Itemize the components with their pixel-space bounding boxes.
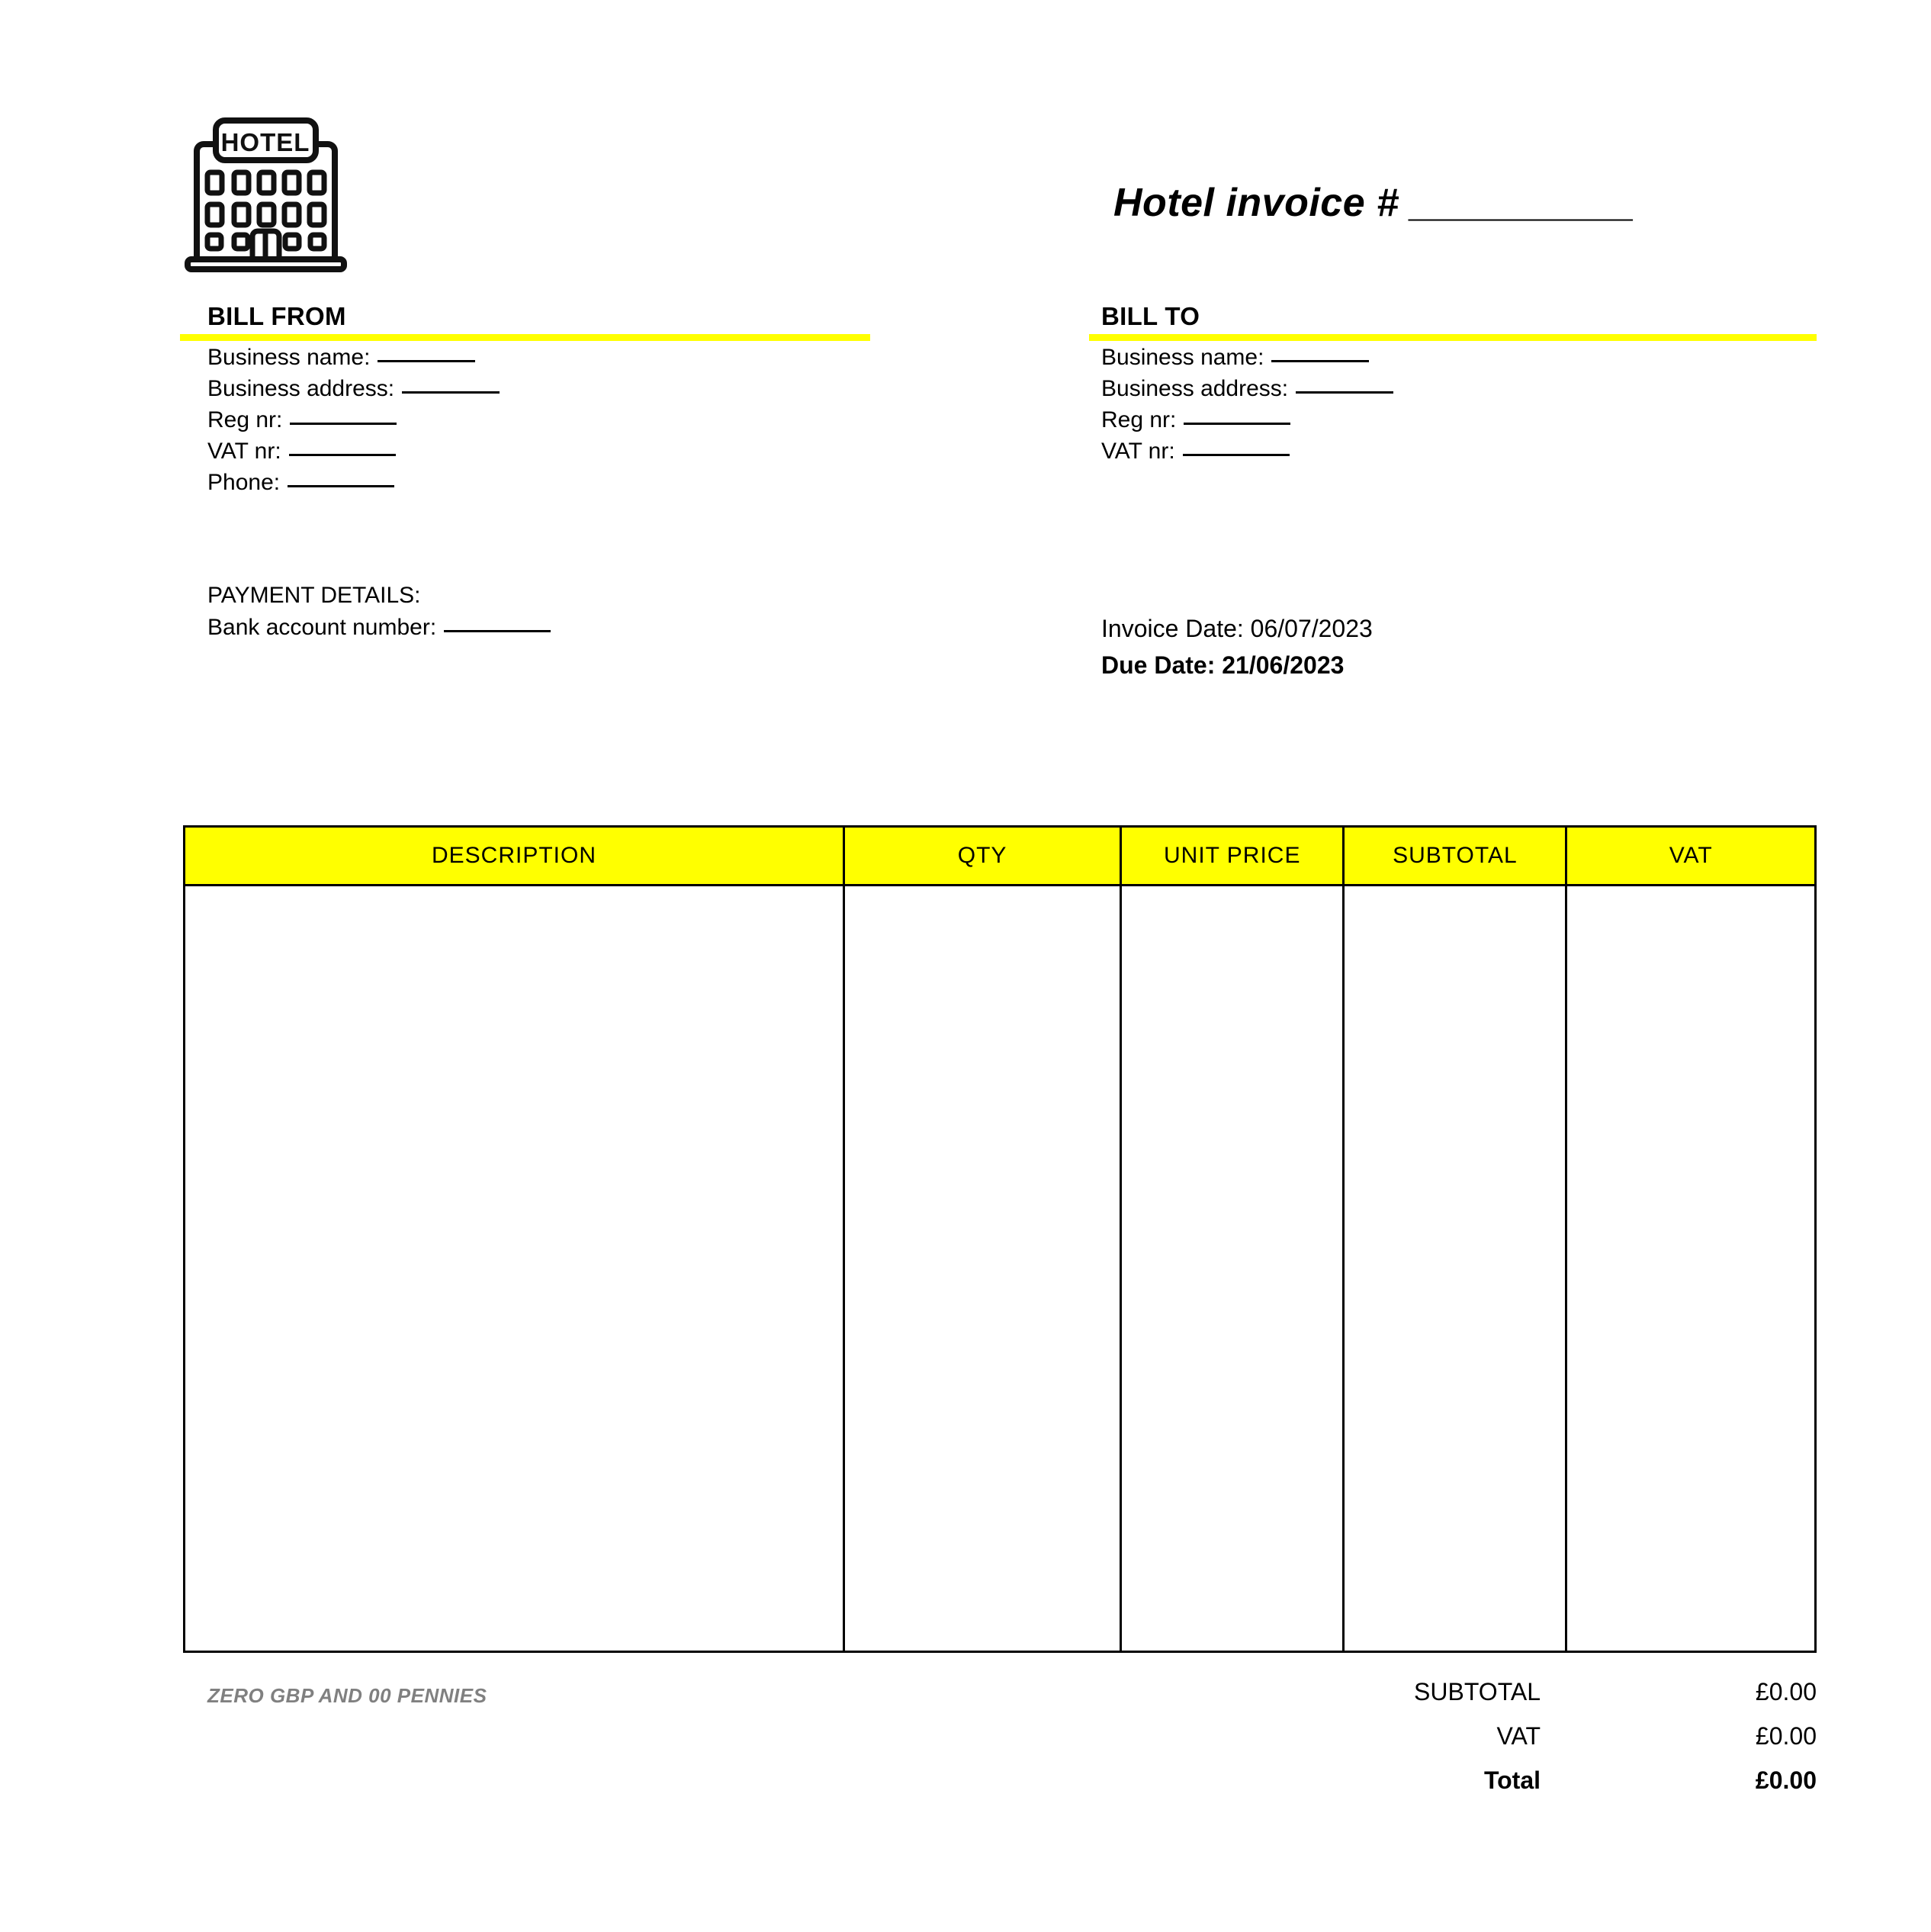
page-title: Hotel invoice # __________ — [1113, 181, 1635, 225]
bill-from-field-reg-nr[interactable] — [207, 404, 500, 436]
field-blank[interactable] — [1271, 360, 1369, 362]
bill-to-heading: BILL TO — [1101, 302, 1200, 330]
bank-account-label: Bank account number: — [207, 615, 437, 640]
column-header-qty: QTY — [843, 827, 1120, 886]
bill-to-fields — [1101, 342, 1393, 467]
amount-in-words: ZERO GBP AND 00 PENNIES — [207, 1684, 487, 1707]
field-blank[interactable] — [1296, 391, 1393, 394]
total-value: £0.00 — [1755, 1766, 1817, 1794]
bill-to-field-business-name[interactable] — [1101, 342, 1393, 373]
bill-to-field-vat-nr[interactable] — [1101, 436, 1393, 467]
column-header-vat: VAT — [1566, 827, 1816, 886]
bill-from-heading: BILL FROM — [207, 302, 346, 330]
due-date: Due Date: 21/06/2023 — [1101, 651, 1345, 679]
totals-row-subtotal — [1190, 1678, 1817, 1722]
field-label: Reg nr: — [207, 407, 283, 432]
cell-description[interactable] — [185, 886, 844, 1652]
field-label: Business address: — [1101, 376, 1289, 401]
bill-from-field-business-address[interactable] — [207, 373, 500, 404]
table-header-row — [185, 827, 1816, 886]
field-blank[interactable] — [290, 423, 397, 425]
bill-from-field-business-name[interactable] — [207, 342, 500, 373]
field-label: Business name: — [207, 345, 371, 370]
field-blank[interactable] — [378, 360, 475, 362]
field-blank[interactable] — [1184, 423, 1290, 425]
totals-row-vat — [1190, 1722, 1817, 1766]
field-label: Business address: — [207, 376, 395, 401]
bill-from-field-phone[interactable] — [207, 467, 500, 498]
vat-value: £0.00 — [1755, 1722, 1817, 1750]
column-header-subtotal: SUBTOTAL — [1344, 827, 1566, 886]
payment-details-block — [207, 580, 551, 644]
field-label: VAT nr: — [1101, 439, 1175, 464]
invoice-date: Invoice Date: 06/07/2023 — [1101, 615, 1373, 642]
field-label: Phone: — [207, 470, 281, 495]
dates-block — [1101, 610, 1373, 683]
cell-vat[interactable] — [1566, 886, 1816, 1652]
bill-to-divider — [1089, 334, 1817, 341]
column-header-unit-price: UNIT PRICE — [1121, 827, 1344, 886]
bank-account-blank[interactable] — [444, 630, 551, 632]
field-label: Reg nr: — [1101, 407, 1177, 432]
bill-from-fields — [207, 342, 500, 498]
payment-details-heading: PAYMENT DETAILS: — [207, 583, 421, 608]
field-blank[interactable] — [1183, 454, 1290, 456]
bill-to-field-reg-nr[interactable] — [1101, 404, 1393, 436]
totals-block — [1190, 1678, 1817, 1811]
column-header-description: DESCRIPTION — [185, 827, 844, 886]
field-label: Business name: — [1101, 345, 1264, 370]
field-blank[interactable] — [289, 454, 396, 456]
bill-from-field-vat-nr[interactable] — [207, 436, 500, 467]
bill-from-divider — [180, 334, 870, 341]
vat-label: VAT — [1496, 1722, 1541, 1750]
cell-qty[interactable] — [843, 886, 1120, 1652]
field-blank[interactable] — [288, 485, 394, 487]
table-row — [185, 886, 1816, 1652]
totals-row-total — [1190, 1766, 1817, 1811]
total-label: Total — [1483, 1766, 1541, 1794]
cell-subtotal[interactable] — [1344, 886, 1566, 1652]
hotel-building-icon — [180, 114, 352, 275]
field-label: VAT nr: — [207, 439, 281, 464]
bill-to-field-business-address[interactable] — [1101, 373, 1393, 404]
field-blank[interactable] — [402, 391, 500, 394]
bank-account-row[interactable] — [207, 612, 551, 644]
subtotal-label: SUBTOTAL — [1414, 1678, 1541, 1705]
line-items-table — [183, 825, 1817, 1653]
subtotal-value: £0.00 — [1755, 1678, 1817, 1705]
cell-unit-price[interactable] — [1121, 886, 1344, 1652]
svg-text:HOTEL: HOTEL — [220, 128, 310, 156]
